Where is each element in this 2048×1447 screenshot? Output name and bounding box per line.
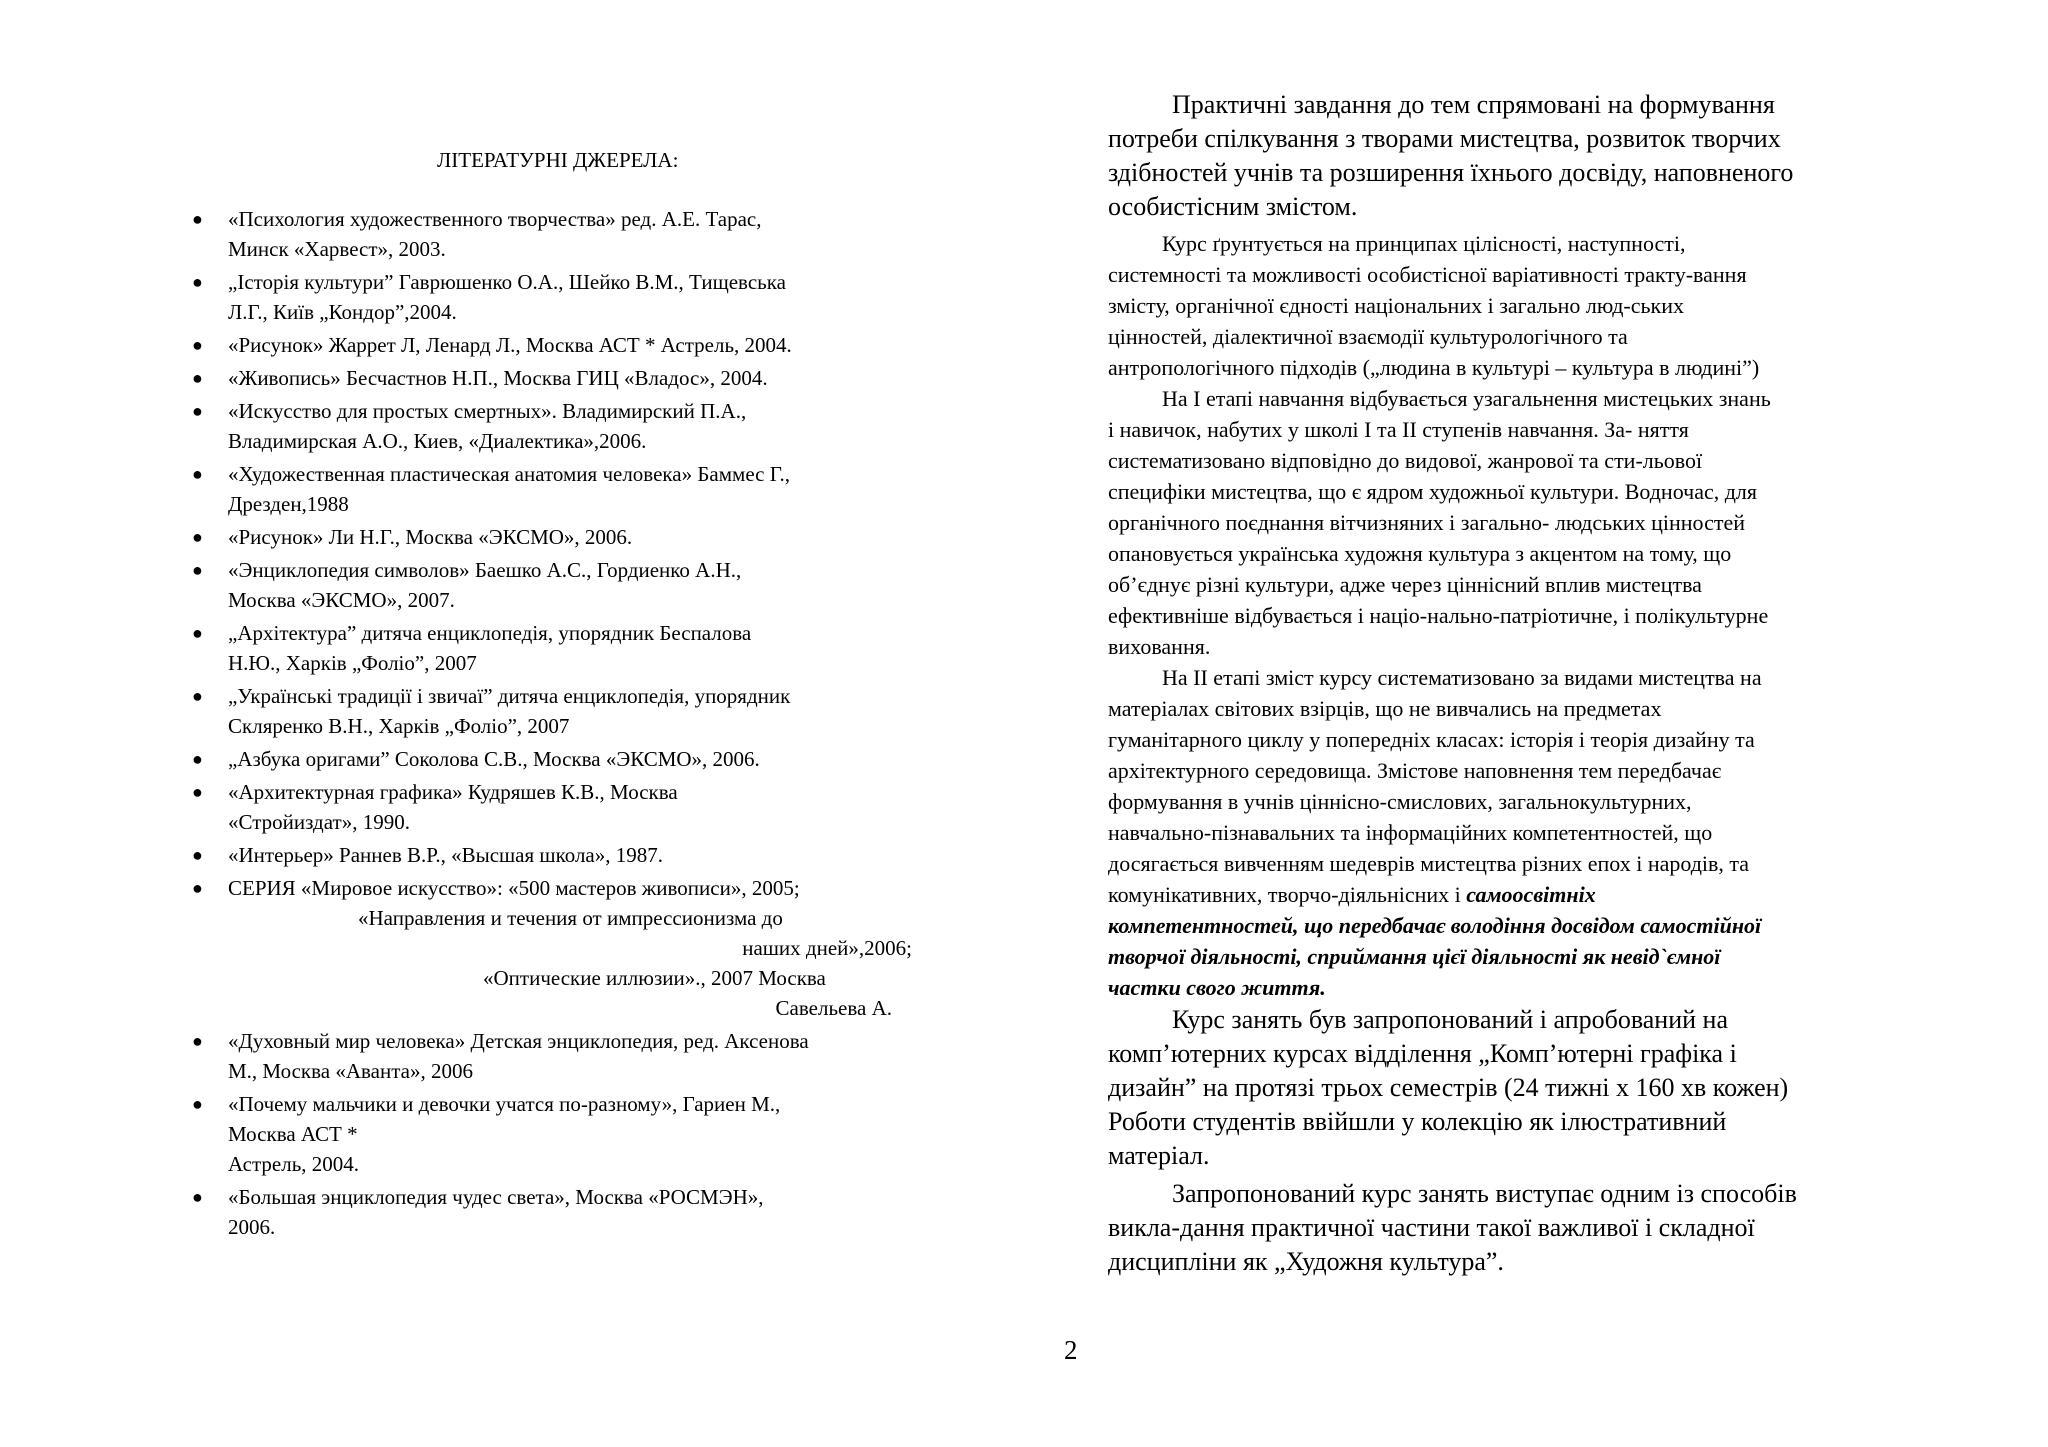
series-item: ● СЕРИЯ «Мировое искусство»: «500 мастеров живописи», 2005; «Направления и течения от импрессионизма до наших дней»,2006; «Оптические иллюзии»., 2007 Москва Савельева А. [228,873,928,1023]
paragraph-intro: Практичні завдання до тем спрямовані на формування потреби спілкування з творами мистецтва, розвиток творчих здібностей учнів та розширення їхнього досвіду, наповненого особистісним змістом. [1108,90,1794,221]
list-item: ● „Українські традиції і звичаї” дитяча енциклопедія, упорядник Скляренко В.Н., Харків „Фоліо”, 2007 [228,681,928,741]
list-item: ● «Почему мальчики и девочки учатся по-разному», Гариен М., Москва АСТ * Астрель, 2004. [228,1089,928,1179]
list-item: ● «Рисунок» Ли Н.Г., Москва «ЭКСМО», 2006. [228,522,928,552]
bullet-icon: ● [192,272,203,292]
paragraph-principles: Курс ґрунтується на принципах цілісності, наступності, системності та можливості особистісної варіативності тракту-вання змісту, органічної єдності національних і загально люд-ських цінностей, діалектичної взаємодії культурологічного та антропологічного підходів („людина в культурі – культура в людині”) [1108,231,1760,380]
list-item: ● «Рисунок» Жаррет Л, Ленард Л., Москва АСТ * Астрель, 2004. [228,330,928,360]
bullet-icon: ● [192,335,203,355]
bullet-icon: ● [192,749,203,769]
list-item: ● «Архитектурная графика» Кудряшев К.В., Москва «Стройиздат», 1990. [228,777,928,837]
bullet-icon: ● [192,209,203,229]
bullet-icon: ● [192,401,203,421]
bullet-icon: ● [192,878,203,898]
list-item: ● „Історія культури” Гаврюшенко О.А., Шейко В.М., Тищевська Л.Г., Київ „Кондор”,2004. [228,267,928,327]
bullet-icon: ● [192,560,203,580]
paragraph-course-approval: Курс занять був запропонований і апробований на комп’ютерних курсах відділення „Комп’ютерні графіка і дизайн” на протязі трьох семестрів (24 тижні х 160 хв кожен) Роботи студентів ввійшли у колекцію як ілюстративний матеріал. [1108,1005,1789,1170]
list-item: ● «Духовный мир человека» Детская энциклопедия, ред. Аксенова М., Москва «Аванта», 2006 [228,1026,928,1086]
references-list [192,204,928,1245]
list-item: ● «Психология художественного творчества» ред. А.Е. Тарас, Минск «Харвест», 2003. [228,204,928,264]
bullet-icon: ● [192,368,203,388]
bullet-icon: ● [192,686,203,706]
bullet-icon: ● [192,464,203,484]
list-item: ● „Азбука оригами” Соколова С.В., Москва «ЭКСМО», 2006. [228,744,928,774]
paragraph-stage-1: На І етапі навчання відбувається узагальнення мистецьких знань і навичок, набутих у школі І та ІІ ступенів навчання. За- няття систематизовано відповідно до видової, жанрової та сти-льової специфіки мистецтва, що є ядром художньої культури. Водночас, для органічного поєднання вітчизняних і загально- людських цінностей опановується українська художня культура з акцентом на тому, що об’єднує різні культури, адже через ціннісний вплив мистецтва ефективніше відбувається і націо-нально-патріотичне, і полікультурне виховання. [1108,386,1771,659]
list-item: ● «Энциклопедия символов» Баешко А.С., Гордиенко А.Н., Москва «ЭКСМО», 2007. [228,555,928,615]
bullet-icon: ● [192,782,203,802]
paragraph-conclusion: Запропонований курс занять виступає одним із способів викла-дання практичної частини такої важливої і складної дисципліни як „Художня культура”. [1108,1179,1797,1276]
bullet-icon: ● [192,1094,203,1114]
list-item: ● «Искусство для простых смертных». Владимирский П.А., Владимирская А.О., Киев, «Диалектика»,2006. [228,396,928,456]
bullet-icon: ● [192,1031,203,1051]
list-item: ● «Художественная пластическая анатомия человека» Баммес Г., Дрезден,1988 [228,459,928,519]
bullet-icon: ● [192,623,203,643]
bullet-icon: ● [192,527,203,547]
bullet-icon: ● [192,1187,203,1207]
list-item: ● «Интерьер» Раннев В.Р., «Высшая школа», 1987. [228,840,928,870]
body-text-column [1108,88,1938,1279]
references-heading: ЛІТЕРАТУРНІ ДЖЕРЕЛА: [437,148,679,172]
paragraph-stage-2: На ІІ етапі зміст курсу систематизовано за видами мистецтва на матеріалах світових взірців, що не вивчались на предметах гуманітарного циклу у попередніх класах: історія і теорія дизайну та архітектурного середовища. Змістове наповнення тем передбачає формування в учнів ціннісно-смислових, загальнокультурних, навчально-пізнавальних та інформаційних компетентностей, що досягається вивченням шедеврів мистецтва різних епох і народів, та комунікативних, творчо-діяльнісних і самоосвітніх компетентностей, що передбачає володіння досвідом самостійної творчої діяльності, сприймання цієї діяльності як невід`ємної частки свого життя. [1108,665,1762,1000]
list-item: ● «Большая энциклопедия чудес света», Москва «РОСМЭН», 2006. [228,1182,928,1242]
page-number: 2 [1064,1335,1078,1365]
list-item: ● „Архітектура” дитяча енциклопедія, упорядник Беспалова Н.Ю., Харків „Фоліо”, 2007 [228,618,928,678]
list-item: ● «Живопись» Бесчастнов Н.П., Москва ГИЦ «Владос», 2004. [228,363,928,393]
bullet-icon: ● [192,845,203,865]
